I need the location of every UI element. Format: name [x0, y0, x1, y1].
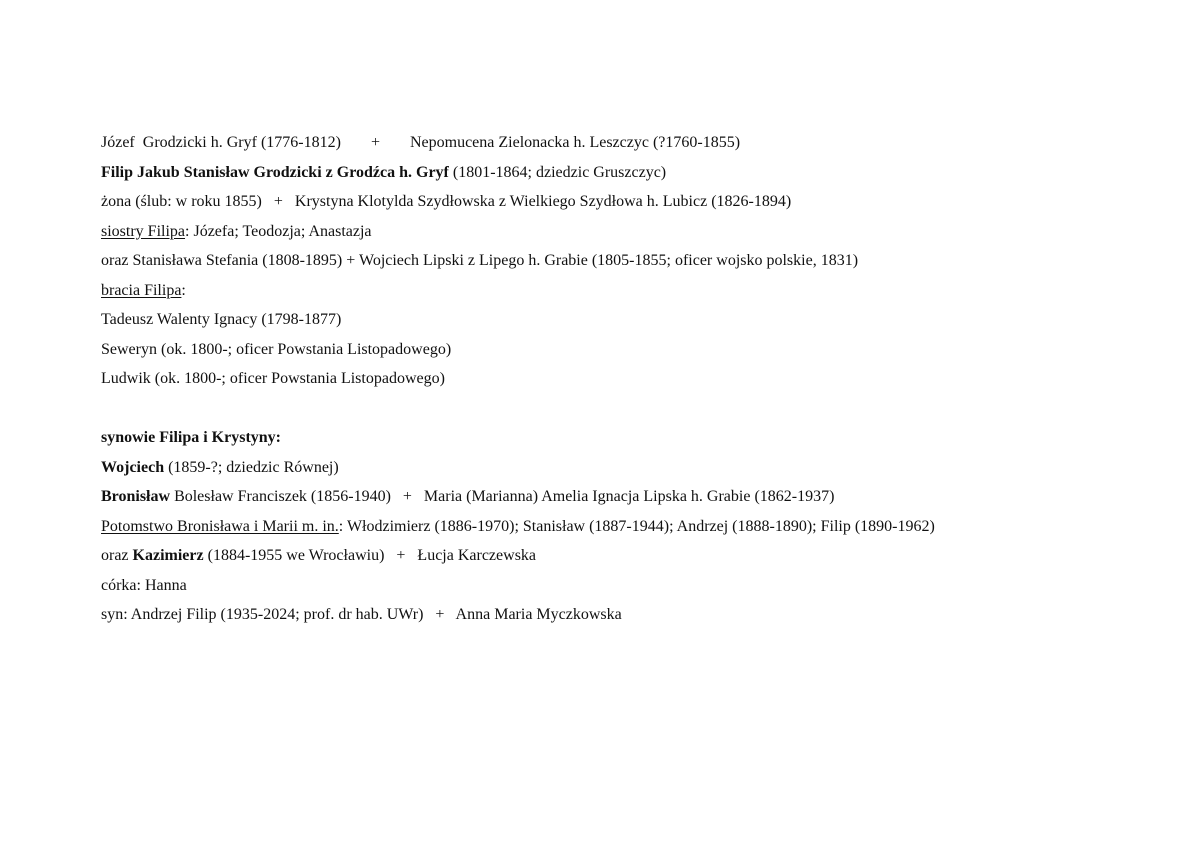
corka-text: córka: Hanna — [101, 576, 187, 594]
line-filip-jakub — [101, 158, 1161, 188]
bronislaw-name: Bronisław — [101, 488, 171, 505]
line-siostry — [101, 217, 1161, 247]
marriage-plus: + — [370, 134, 380, 151]
kazimierz-prefix: oraz — [101, 547, 133, 564]
line-jozef-grodzicki — [101, 128, 1161, 158]
line-seweryn — [101, 335, 1161, 365]
line-synowie-heading — [101, 423, 1161, 453]
line-bracia — [101, 276, 1161, 306]
line-ludwik — [101, 364, 1161, 394]
line-wojciech — [101, 453, 1161, 483]
stanislawa-text: oraz Stanisława Stefania (1808-1895) + Wojciech Lipski z Lipego h. Grabie (1805-1855; oficer wojsko polskie, 1831) — [101, 252, 859, 269]
genealogy-text — [101, 128, 1161, 630]
nepomucena-text: Nepomucena Zielonacka h. Leszczyc (?1760-1855) — [409, 134, 741, 151]
wojciech-name: Wojciech — [101, 458, 165, 476]
blank-line — [101, 394, 1161, 424]
line-tadeusz — [101, 305, 1161, 335]
siostry-list: : Józefa; Teodozja; Anastazja — [185, 222, 372, 240]
filip-jakub-details: (1801-1864; dziedzic Gruszczyc) — [448, 163, 667, 181]
line-syn — [101, 600, 1161, 630]
zona-text: żona (ślub: w roku 1855) + Krystyna Klotylda Szydłowska z Wielkiego Szydłowa h. Lubicz (1826-1894) — [101, 193, 792, 210]
tadeusz-text: Tadeusz Walenty Ignacy (1798-1877) — [101, 311, 342, 328]
seweryn-text: Seweryn (ok. 1800-; oficer Powstania Listopadowego) — [101, 340, 452, 358]
filip-jakub-name: Filip Jakub Stanisław Grodzicki z Grodźca h. Gryf — [101, 163, 449, 181]
bronislaw-details: Bolesław Franciszek (1856-1940) + Maria (Marianna) Amelia Ignacja Lipska h. Grabie (1862-1937) — [170, 488, 835, 505]
synowie-heading: synowie Filipa i Krystyny: — [101, 429, 282, 446]
line-corka — [101, 571, 1161, 601]
line-bronislaw — [101, 482, 1161, 512]
kazimierz-name: Kazimierz — [132, 547, 204, 564]
line-potomstwo — [101, 512, 1161, 542]
line-zona — [101, 187, 1161, 217]
bracia-colon: : — [181, 281, 186, 299]
wojciech-details: (1859-?; dziedzic Równej) — [164, 458, 339, 476]
kazimierz-details: (1884-1955 we Wrocławiu) + Łucja Karczewska — [203, 547, 537, 564]
syn-text: syn: Andrzej Filip (1935-2024; prof. dr hab. UWr) + Anna Maria Myczkowska — [101, 606, 622, 623]
potomstwo-list: : Włodzimierz (1886-1970); Stanisław (1887-1944); Andrzej (1888-1890); Filip (1890-1962) — [338, 517, 935, 535]
line-stanislawa — [101, 246, 1161, 276]
ludwik-text: Ludwik (ok. 1800-; oficer Powstania Listopadowego) — [101, 370, 445, 387]
siostry-heading: siostry Filipa — [101, 222, 186, 240]
bracia-heading: bracia Filipa — [101, 281, 182, 299]
jozef-grodzicki-text: Józef Grodzicki h. Gryf (1776-1812) — [101, 134, 341, 151]
potomstwo-heading: Potomstwo Bronisława i Marii m. in. — [101, 517, 339, 535]
line-kazimierz — [101, 541, 1161, 571]
